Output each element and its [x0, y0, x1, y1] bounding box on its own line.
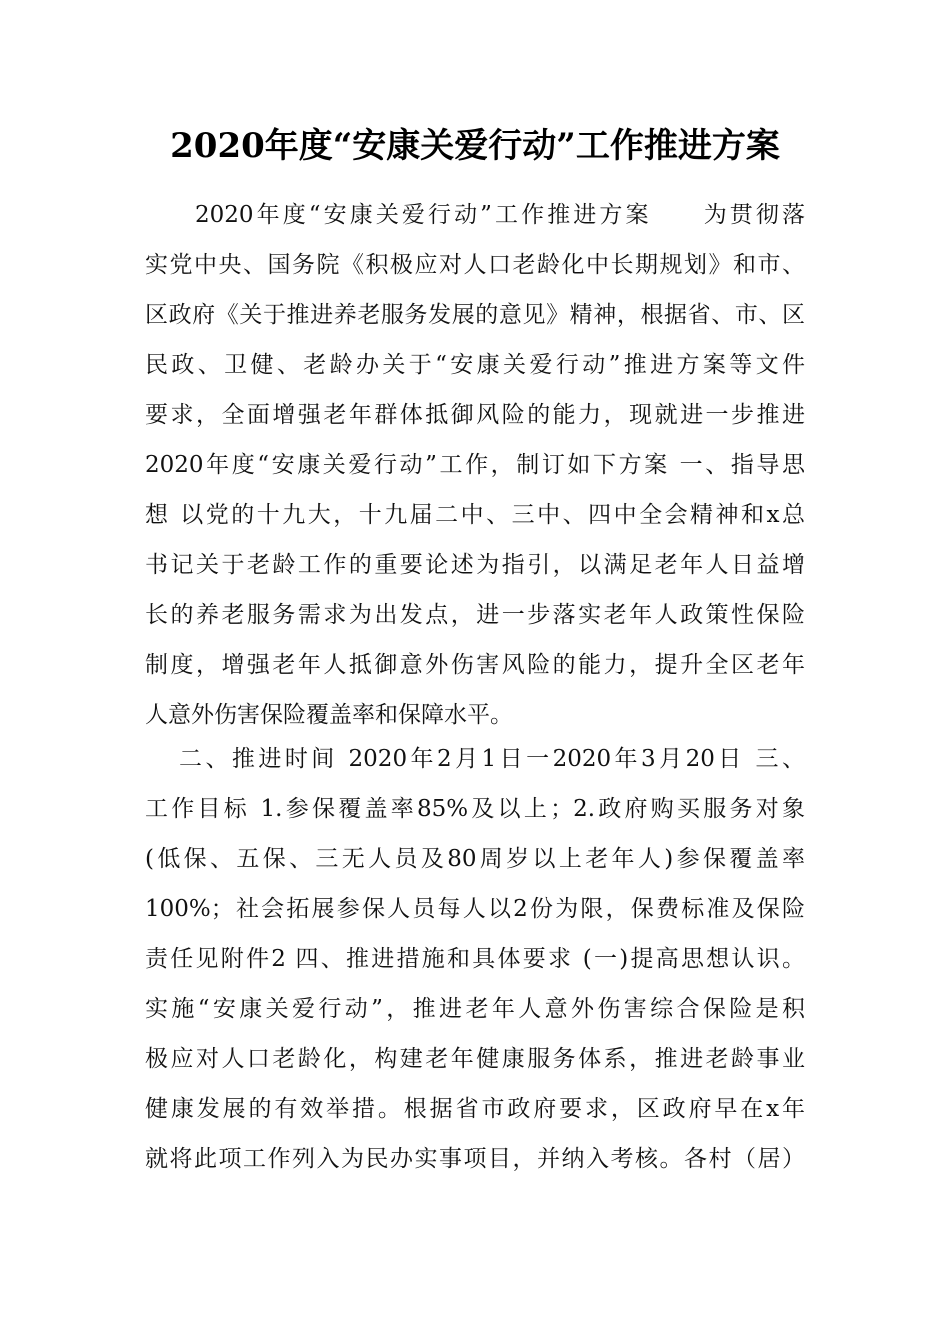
text-line: 区政府《关于推进养老服务发展的意见》精神，根据省、市、区: [145, 302, 805, 328]
text-line: 书记关于老龄工作的重要论述为指引，以满足老年人日益增: [145, 552, 805, 578]
text-line: 100%；社会拓展参保人员每人以2份为限，保费标准及保险: [145, 896, 805, 922]
text-line: 责任见附件2 四、推进措施和具体要求 (一)提高思想认识。: [145, 946, 805, 972]
text-line: 2020年度“安康关爱行动”工作，制订如下方案 一、指导思: [145, 452, 805, 478]
text-line: 实施“安康关爱行动”，推进老年人意外伤害综合保险是积: [145, 996, 805, 1022]
text-line: 人意外伤害保险覆盖率和保障水平。: [145, 702, 513, 728]
text-line: 制度，增强老年人抵御意外伤害风险的能力，提升全区老年: [145, 652, 805, 678]
paragraph-schedule-goals-measures: [145, 734, 805, 1184]
document-title: 2020年度“安康关爱行动”工作推进方案: [170, 126, 780, 166]
paragraph-guiding-ideology: [145, 190, 805, 740]
text-line: 民政、卫健、老龄办关于“安康关爱行动”推进方案等文件: [145, 352, 805, 378]
text-line: 2020年度“安康关爱行动”工作推进方案 为贯彻落: [195, 202, 805, 228]
text-line: 就将此项工作列入为民办实事项目，并纳入考核。各村（居）: [145, 1146, 805, 1172]
text-line: 二、推进时间 2020年2月1日一2020年3月20日 三、: [179, 746, 805, 772]
text-line: 长的养老服务需求为出发点，进一步落实老年人政策性保险: [145, 602, 805, 628]
text-line: (低保、五保、三无人员及80周岁以上老年人)参保覆盖率: [145, 846, 805, 872]
text-line: 要求，全面增强老年群体抵御风险的能力，现就进一步推进: [145, 402, 805, 428]
text-line: 极应对人口老龄化，构建老年健康服务体系，推进老龄事业: [145, 1046, 805, 1072]
text-line: 健康发展的有效举措。根据省市政府要求，区政府早在x年: [145, 1096, 805, 1122]
text-line: 想 以党的十九大，十九届二中、三中、四中全会精神和x总: [145, 502, 805, 528]
text-line: 实党中央、国务院《积极应对人口老龄化中长期规划》和市、: [145, 252, 805, 278]
text-line: 工作目标 1.参保覆盖率85%及以上；2.政府购买服务对象: [145, 796, 805, 822]
